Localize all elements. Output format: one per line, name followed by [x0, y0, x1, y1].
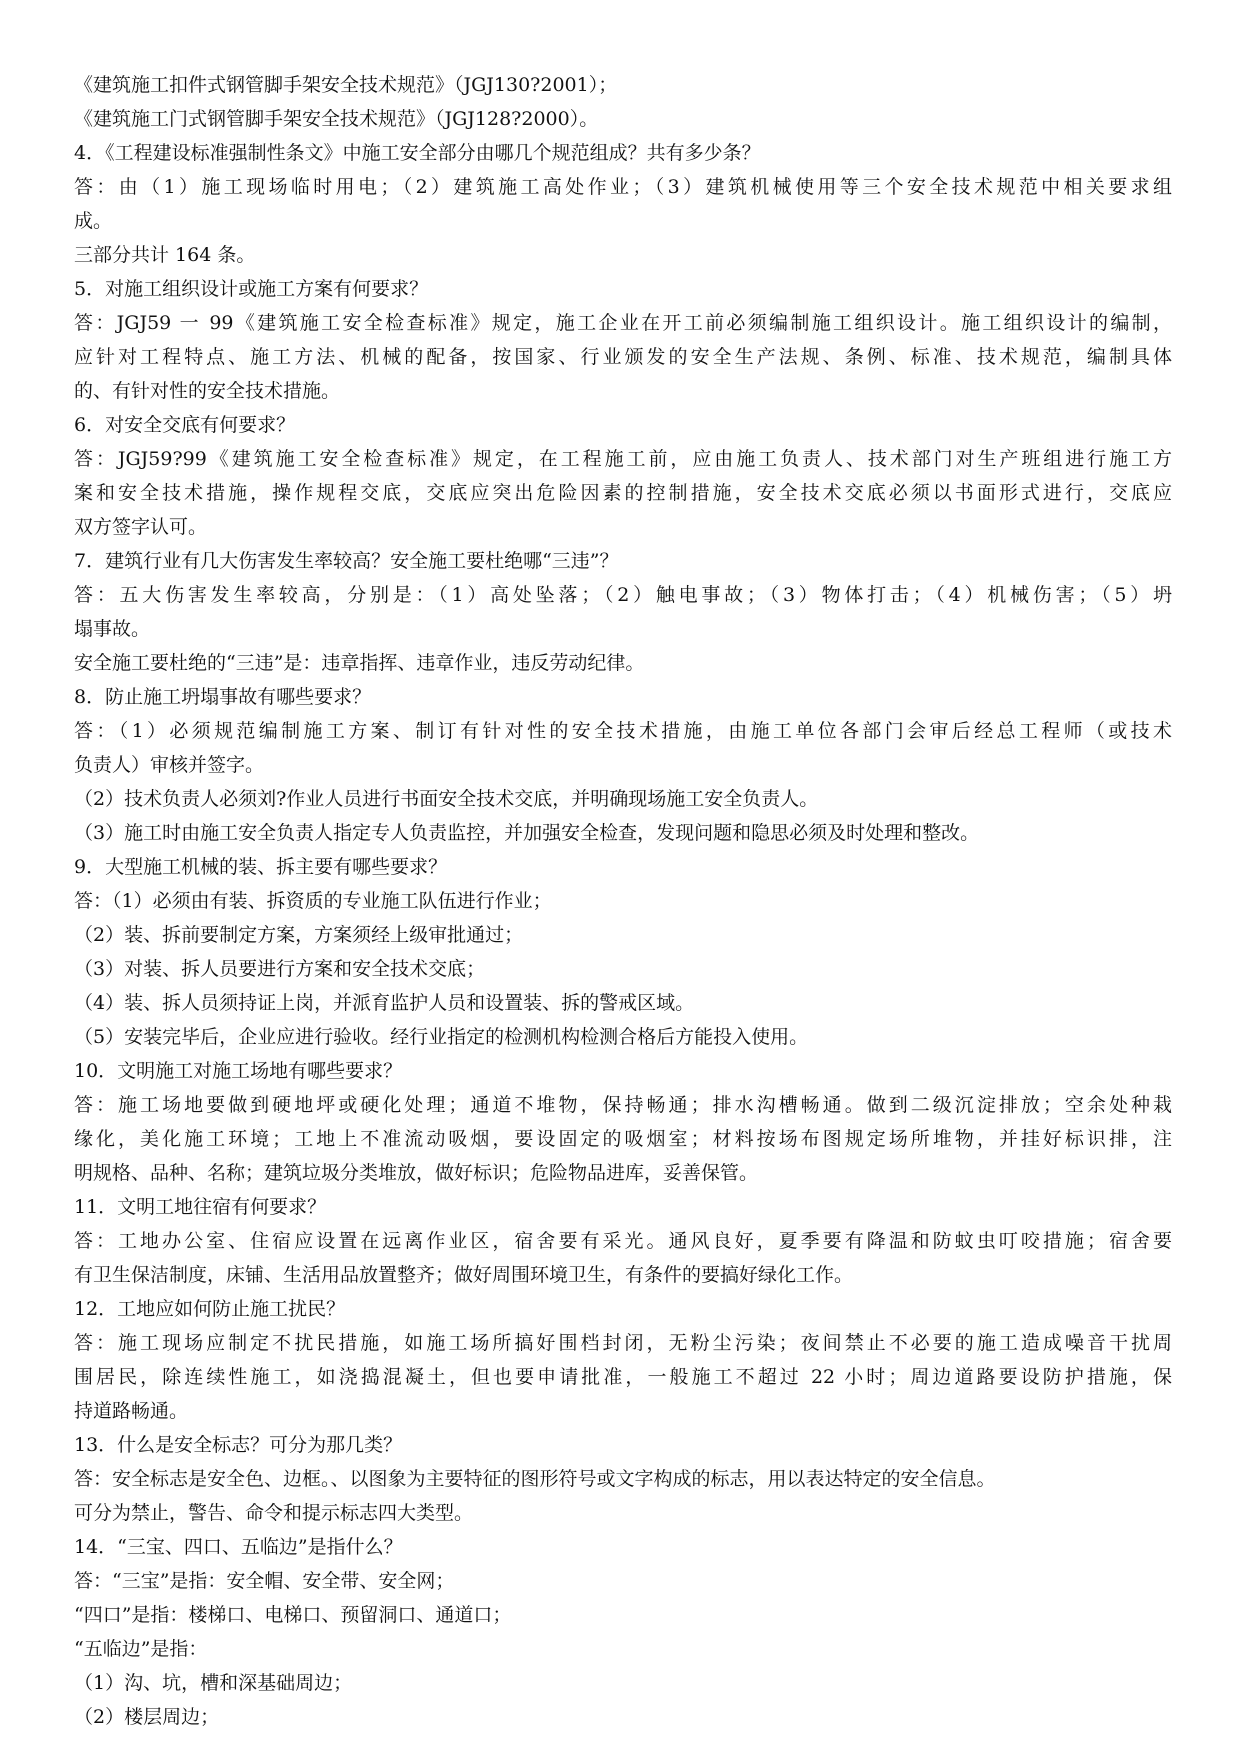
text-line: 答：（1）必须规范编制施工方案、制订有针对性的安全技术措施，由施工单位各部门会审后经总工程师（或技术 — [74, 720, 1172, 742]
text-line: 答：五大伤害发生率较高，分别是：（1）高处坠落；（2）触电事故；（3）物体打击；（4）机械伤害；（5）坍 — [74, 584, 1172, 606]
text-line: 围居民，除连续性施工，如浇捣混凝土，但也要申请批准，一般施工不超过 22 小时；周边道路要设防护措施，保 — [74, 1366, 1172, 1388]
text-line: 答：（1）必须由有装、拆资质的专业施工队伍进行作业； — [74, 890, 552, 912]
text-line: 7．建筑行业有几大伤害发生率较高？安全施工要杜绝哪“三违”？ — [74, 550, 619, 572]
text-line: 10．文明施工对施工场地有哪些要求？ — [74, 1060, 403, 1082]
text-line: “五临边”是指： — [74, 1638, 208, 1660]
text-line: 答：“三宝”是指：安全帽、安全带、安全网； — [74, 1570, 455, 1592]
text-line: 8．防止施工坍塌事故有哪些要求？ — [74, 686, 372, 708]
text-line: （3）施工时由施工安全负责人指定专人负责监控，并加强安全检查，发现问题和隐思必须及时处理和整改。 — [74, 822, 980, 844]
text-line: 6．对安全交底有何要求？ — [74, 414, 296, 436]
text-line: “四口”是指：楼梯口、电梯口、预留洞口、通道口； — [74, 1604, 512, 1626]
text-line: 有卫生保洁制度，床铺、生活用品放置整齐；做好周围环境卫生，有条件的要搞好绿化工作。 — [74, 1264, 854, 1286]
text-line: 14．“三宝、四口、五临边”是指什么？ — [74, 1536, 403, 1558]
text-line: 13．什么是安全标志？可分为那几类？ — [74, 1434, 403, 1456]
text-line: 答：施工现场应制定不扰民措施，如施工场所搞好围档封闭，无粉尘污染；夜间禁止不必要的施工造成噪音干扰周 — [74, 1332, 1172, 1354]
text-line: （4）装、拆人员须持证上岗，并派育监护人员和设置装、拆的警戒区域。 — [74, 992, 695, 1014]
text-line: （3）对装、拆人员要进行方案和安全技术交底； — [74, 958, 486, 980]
text-line: 缘化，美化施工环境；工地上不准流动吸烟，要设固定的吸烟室；材料按场布图规定场所堆物，并挂好标识排，注 — [74, 1128, 1172, 1150]
text-line: 持道路畅通。 — [74, 1400, 189, 1422]
text-line: 5．对施工组织设计或施工方案有何要求？ — [74, 278, 429, 300]
text-line: 4．《工程建设标准强制性条文》中施工安全部分由哪几个规范组成？共有多少条？ — [74, 142, 761, 164]
text-line: 答：安全标志是安全色、边框。、以图象为主要特征的图形符号或文字构成的标志，用以表达特定的安全信息。 — [74, 1468, 996, 1490]
text-line: 12．工地应如何防止施工扰民？ — [74, 1298, 346, 1320]
text-line: 应针对工程特点、施工方法、机械的配备，按国家、行业颁发的安全生产法规、条例、标准、技术规范，编制具体 — [74, 346, 1172, 368]
text-line: 可分为禁止，警告、命令和提示标志四大类型。 — [74, 1502, 474, 1524]
text-line: （2）技术负责人必须刘?作业人员进行书面安全技术交底，并明确现场施工安全负责人。 — [74, 788, 819, 810]
text-line: 三部分共计 164 条。 — [74, 244, 256, 266]
text-line: 《建筑施工扣件式钢管脚手架安全技术规范》（JGJ130?2001）； — [74, 74, 618, 96]
text-line: （5）安装完毕后，企业应进行验收。经行业指定的检测机构检测合格后方能投入使用。 — [74, 1026, 809, 1048]
document-page — [74, 68, 1172, 1734]
text-line: 明规格、品种、名称；建筑垃圾分类堆放，做好标识；危险物品进库，妥善保管。 — [74, 1162, 759, 1184]
text-line: 塌事故。 — [74, 618, 151, 640]
text-line: 9．大型施工机械的装、拆主要有哪些要求？ — [74, 856, 448, 878]
text-line: 答：工地办公室、住宿应设置在远离作业区，宿舍要有采光。通风良好，夏季要有降温和防蚊虫叮咬措施；宿舍要 — [74, 1230, 1172, 1252]
text-line: 案和安全技术措施，操作规程交底，交底应突出危险因素的控制措施，安全技术交底必须以书面形式进行，交底应 — [74, 482, 1172, 504]
text-line: 双方签字认可。 — [74, 516, 208, 538]
text-line: 11．文明工地往宿有何要求？ — [74, 1196, 327, 1218]
text-line: （1）沟、坑，槽和深基础周边； — [74, 1672, 353, 1694]
text-line: 成。 — [74, 210, 113, 232]
text-line: 的、有针对性的安全技术措施。 — [74, 380, 341, 402]
text-line: 答：JGJ59 一 99《建筑施工安全检查标准》规定，施工企业在开工前必须编制施工组织设计。施工组织设计的编制， — [74, 312, 1172, 334]
text-line: 答：JGJ59?99《建筑施工安全检查标准》规定，在工程施工前，应由施工负责人、技术部门对生产班组进行施工方 — [74, 448, 1172, 470]
text-line: 安全施工要杜绝的“三违”是：违章指挥、违章作业，违反劳动纪律。 — [74, 652, 645, 674]
text-line: 负责人）审核并签字。 — [74, 754, 265, 776]
text-line: （2）楼层周边； — [74, 1706, 220, 1728]
text-line: 答：由（1）施工现场临时用电；（2）建筑施工高处作业；（3）建筑机械使用等三个安全技术规范中相关要求组 — [74, 176, 1172, 198]
text-line: 《建筑施工门式钢管脚手架安全技术规范》（JGJ128?2000）。 — [74, 108, 599, 130]
text-line: （2）装、拆前要制定方案，方案须经上级审批通过； — [74, 924, 524, 946]
text-line: 答：施工场地要做到硬地坪或硬化处理；通道不堆物，保持畅通；排水沟槽畅通。做到二级沉淀排放；空余处种栽 — [74, 1094, 1172, 1116]
